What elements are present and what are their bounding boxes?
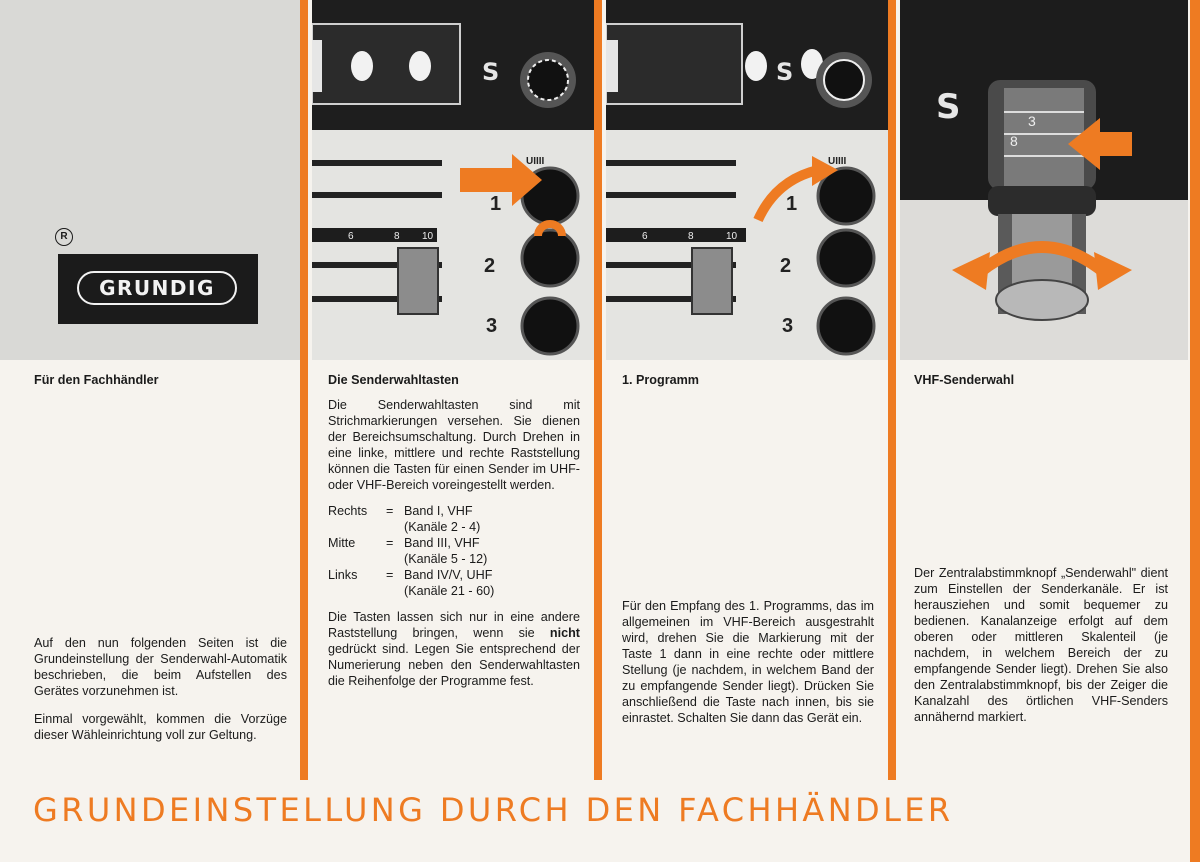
scale-8-b: 8 [688, 231, 694, 242]
registered-mark: R [55, 228, 73, 246]
band-position: Links [328, 568, 358, 582]
scale-8: 8 [394, 231, 400, 242]
photo-first-programme [606, 0, 888, 360]
first-programme-text-block [622, 585, 874, 738]
band-row [328, 567, 580, 599]
vhf-dial-illustration [900, 0, 1188, 360]
logo-text: GRUNDIG [77, 271, 237, 305]
grundig-logo [58, 254, 258, 324]
photo-vhf-dial [900, 0, 1188, 360]
band-position: Mitte [328, 536, 356, 550]
heading-station-keys: Die Senderwahltasten [328, 373, 459, 387]
heading-vhf: VHF-Senderwahl [914, 373, 1015, 387]
dial-8: 8 [1010, 133, 1018, 149]
orange-divider-3 [888, 0, 896, 780]
orange-divider-2 [594, 0, 602, 780]
vhf-text: Der Zentralabstimmknopf „Senderwahl" dient zum Einstellen der Senderkanäle. Er ist herausziehen und somit bequemer zu bedienen. Kanalanzeige erfolgt auf dem oberen oder mittleren Skalenteil (je nachdem, in welchem Bereich der zu empfangende Sender liegt). Drehen Sie also den Zentralabstimmknopf, bis der Zeiger die Kanalzahl des örtlichen VHF-Senders annähernd markiert. [914, 565, 1168, 724]
band-value: Band III, VHF (Kanäle 5 - 12) [404, 536, 488, 566]
dial-3: 3 [1028, 113, 1036, 129]
band-equals: = [386, 536, 394, 550]
column-vhf [914, 372, 1168, 397]
heading-first-programme: 1. Programm [622, 373, 699, 387]
column-dealer [34, 372, 287, 397]
station-keys-illustration [312, 0, 594, 360]
band-label-2: UIIII [828, 156, 847, 167]
orange-divider-right [1190, 0, 1200, 862]
band-equals: = [386, 504, 394, 518]
column-station-keys [328, 372, 580, 689]
band-position: Rechts [328, 504, 368, 518]
band-table [328, 503, 580, 599]
key-3-label: 3 [486, 315, 498, 337]
orange-divider-1 [300, 0, 308, 780]
key-2-label: 2 [484, 255, 496, 277]
s-label-2: S [776, 58, 794, 86]
band-equals: = [386, 568, 394, 582]
band-label: UIIII [526, 156, 545, 167]
key-2-label-2: 2 [780, 255, 792, 277]
s-label-3: S [936, 87, 961, 127]
key-1-label-2: 1 [786, 193, 798, 215]
first-programme-text: Für den Empfang des 1. Programms, das im allgemeinen im VHF-Bereich ausgestrahlt wird, drehen Sie die Markierung mit der Taste 1 dann in eine rechte oder mittlere Stellung (je nachdem, in welchem Band der zu empfangende Sender liegt). Drücken Sie anschließend die Taste nach innen, bis sie einrastet. Schalten Sie dann das Gerät ein. [622, 598, 874, 725]
scale-6-b: 6 [642, 231, 648, 242]
dealer-text: Auf den nun folgenden Seiten ist die Grundeinstellung der Senderwahl-Automatik beschrieben, die beim Aufstellen des Gerätes vorzunehmen ist. [34, 635, 287, 698]
heading-dealer: Für den Fachhändler [34, 373, 159, 387]
dealer-text-block [34, 622, 287, 756]
page-title: GRUNDEINSTELLUNG DURCH DEN FACHHÄNDLER [33, 791, 954, 829]
dealer-text-2: Einmal vorgewählt, kommen die Vorzüge dieser Wähleinrichtung voll zur Geltung. [34, 712, 287, 743]
band-row [328, 503, 580, 535]
scale-6: 6 [348, 231, 354, 242]
key-3-label-2: 3 [782, 315, 794, 337]
first-programme-illustration [606, 0, 888, 360]
column-first-programme [622, 372, 874, 397]
band-value: Band IV/V, UHF (Kanäle 21 - 60) [404, 568, 495, 598]
vhf-text-block [914, 552, 1168, 737]
scale-10-b: 10 [726, 231, 738, 242]
key-1-label: 1 [490, 193, 502, 215]
scale-10: 10 [422, 231, 434, 242]
band-row [328, 535, 580, 567]
band-value: Band I, VHF (Kanäle 2 - 4) [404, 504, 481, 534]
photo-station-keys [312, 0, 594, 360]
station-keys-text-2: Die Tasten lassen sich nur in eine andere Raststellung bringen, wenn sie nicht gedrückt sind. Legen Sie entsprechend der Numerierung neben den Senderwahltasten die Reihenfolge der Programme fest. [328, 610, 580, 688]
s-label: S [482, 58, 500, 86]
station-keys-text: Die Senderwahltasten sind mit Strichmarkierungen versehen. Sie dienen der Bereichsumschaltung. Durch Drehen in eine linke, mittlere und rechte Raststellung können die Tasten für einen Sender im UHF- oder VHF-Bereich voreingestellt werden. [328, 398, 580, 492]
